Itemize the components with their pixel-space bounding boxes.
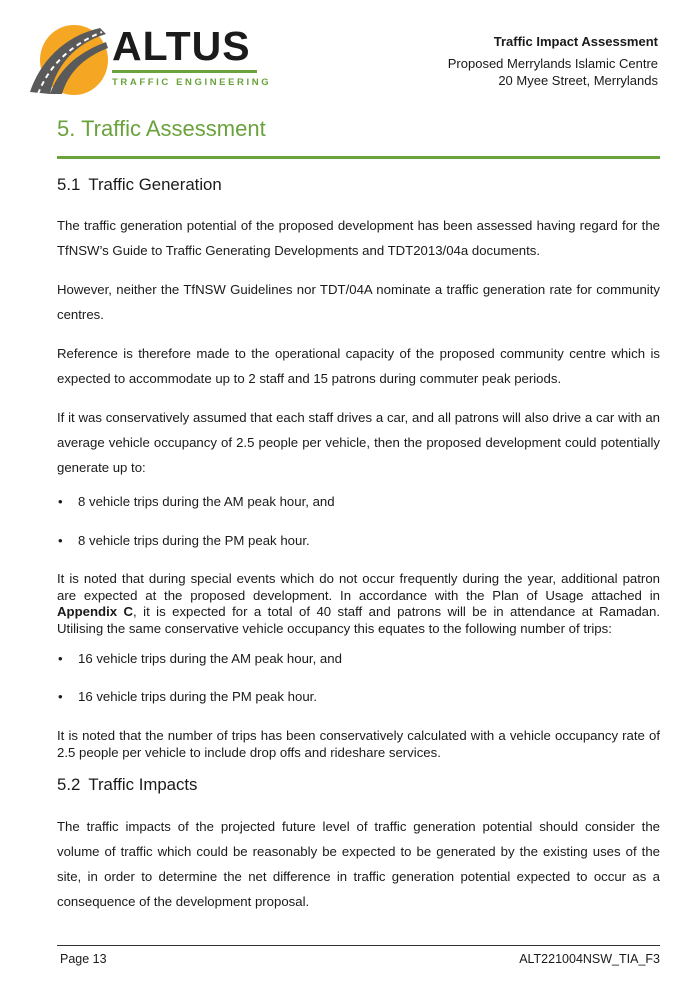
paragraph: However, neither the TfNSW Guidelines nor TDT/04A nominate a traffic generation rate for community centres. [57,282,660,322]
page-number: Page 13 [60,952,107,966]
bullet-icon: • [58,494,63,509]
project-address: 20 Myee Street, Merrylands [498,73,658,88]
paragraph: If it was conservatively assumed that each staff drives a car, and all patrons will also drive a car with an average vehicle occupancy of 2.5 people per vehicle, then the proposed development could potentially generate up to: [57,410,660,475]
subsection-title: Traffic Generation [88,175,222,194]
document-reference: ALT221004NSW_TIA_F3 [519,952,660,966]
list-item [57,689,660,705]
bullet-icon: • [58,689,63,704]
subsection-heading-5-2 [57,775,660,795]
appendix-reference: Appendix C [57,604,134,619]
list-item-text: 8 vehicle trips during the AM peak hour, and [78,494,335,509]
subsection-heading-5-1 [57,175,660,195]
paragraph-text: , it is expected for a total of 40 staff and patrons will be in attendance at Ramadan. Utilising the same conservative vehicle occupancy this equates to the following number of trips: [57,604,661,636]
bullet-list [57,651,660,705]
subsection-number: 5.1 [57,175,81,194]
paragraph: The traffic impacts of the projected future level of traffic generation potential should consider the volume of traffic which could be reasonably be expected to be generated by the existing uses of the site, in order to determine the net difference in traffic generation potential expected to occur as a consequence of the development proposal. [57,819,660,909]
paragraph [57,571,660,637]
logo-tagline: TRAFFIC ENGINEERING [112,77,272,88]
list-item [57,494,660,510]
report-title: Traffic Impact Assessment [493,34,658,49]
footer-divider [57,945,660,946]
subsection-number: 5.2 [57,775,81,794]
paragraph-text: It is noted that during special events which do not occur frequently during the year, additional patron are expected at the proposed development. In accordance with the Plan of Usage attached in [57,571,660,603]
logo-rule [112,70,257,73]
page-header [0,0,682,110]
paragraph: It is noted that the number of trips has been conservatively calculated with a vehicle occupancy rate of 2.5 people per vehicle to include drop offs and rideshare services. [57,728,660,760]
page-body [57,170,660,914]
list-item-text: 8 vehicle trips during the PM peak hour. [78,533,310,548]
list-item [57,651,660,667]
header-info [448,33,658,89]
paragraph: The traffic generation potential of the proposed development has been assessed having regard for the TfNSW’s Guide to Traffic Generating Developments and TDT2013/04a documents. [57,218,660,258]
subsection-title: Traffic Impacts [88,775,198,794]
project-name: Proposed Merrylands Islamic Centre [447,56,658,71]
logo-wordmark: ALTUS [112,23,251,69]
list-item [57,533,660,549]
list-item-text: 16 vehicle trips during the PM peak hour. [78,689,317,704]
bullet-icon: • [58,533,63,548]
bullet-list [57,494,660,549]
bullet-icon: • [58,651,63,666]
list-item-text: 16 vehicle trips during the AM peak hour, and [78,651,342,666]
road-swoosh-icon [28,22,108,97]
section-divider [57,156,660,159]
paragraph: Reference is therefore made to the operational capacity of the proposed community centre which is expected to accommodate up to 2 staff and 15 patrons during commuter peak periods. [57,346,660,386]
section-title: 5. Traffic Assessment [57,116,266,141]
altus-logo [28,22,272,97]
